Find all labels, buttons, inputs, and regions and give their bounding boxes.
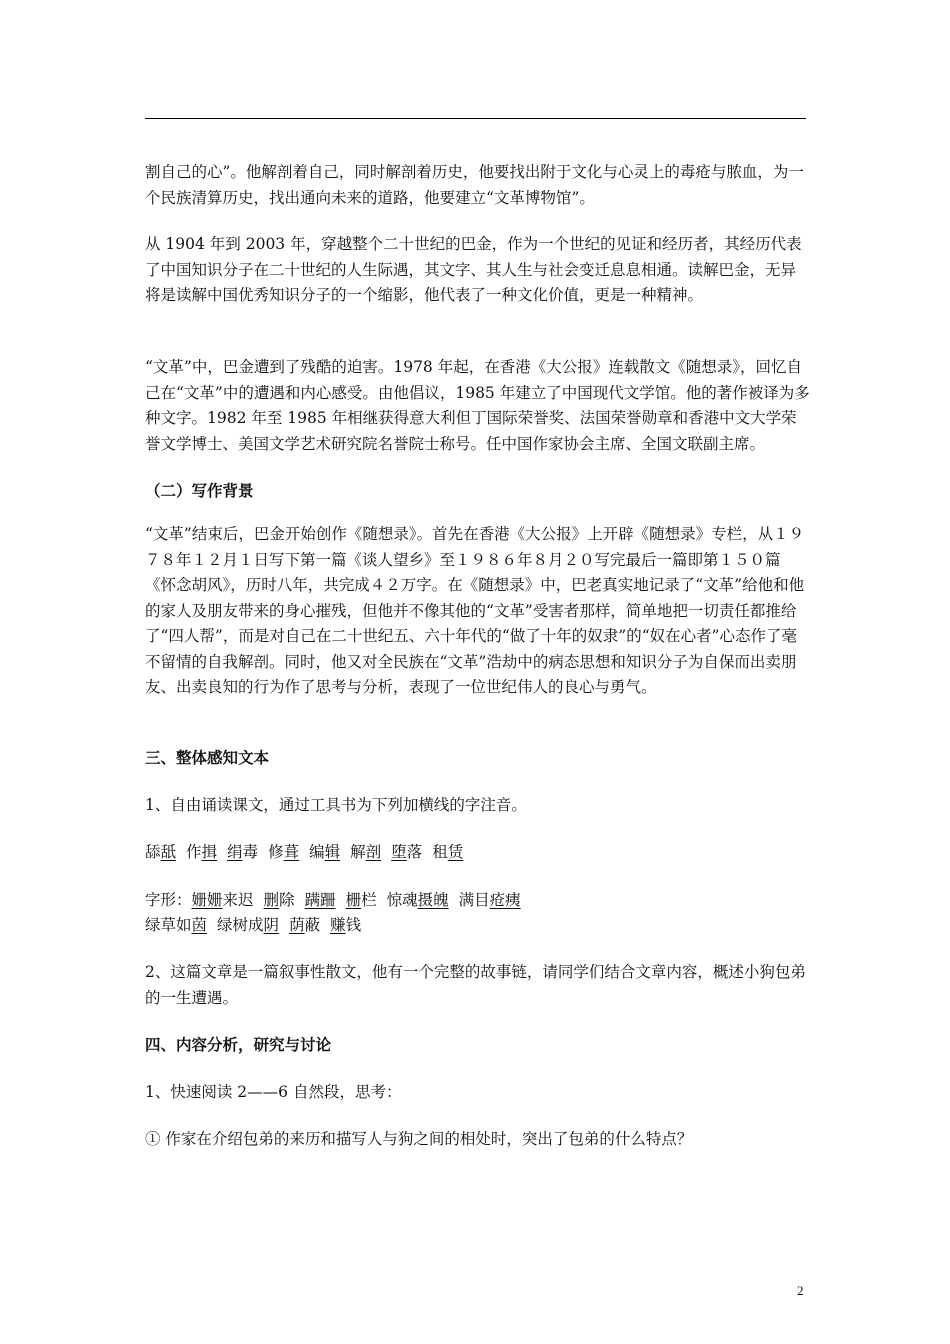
question-1: 1、自由诵读课文，通过工具书为下列加横线的字注音。 [145, 796, 527, 814]
heading-overall-perception: 三、整体感知文本 [145, 748, 270, 767]
header-rule [145, 118, 806, 119]
vocab-word: 解剖 [350, 843, 382, 861]
vocab-word: 堕落 [391, 843, 423, 861]
vocab-word: 编辑 [309, 843, 341, 861]
vocab-word: 作揖 [186, 843, 218, 861]
underlined-char: 茵 [191, 916, 208, 934]
vocab-word: 绿树成阴 [217, 916, 280, 934]
vocab-word: 惊魂摄魄 [386, 891, 449, 909]
question-4-1: 1、快速阅读 2——6 自然段，思考： [145, 1083, 402, 1101]
vocab-word: 租赁 [432, 843, 464, 861]
underlined-char: 赚 [330, 916, 346, 934]
vocab-word: 舔舐 [145, 843, 177, 861]
underlined-char: 辑 [324, 843, 341, 861]
underlined-char: 揖 [201, 843, 218, 861]
underlined-char: 舐 [160, 843, 177, 861]
vocab-word: 删除 [263, 891, 295, 909]
vocab-word: 满目疮痍 [458, 891, 521, 909]
underlined-char: 葺 [283, 843, 300, 861]
underlined-char: 姗姗 [191, 891, 223, 909]
vocab-word: 赚钱 [330, 916, 362, 934]
underlined-char: 荫 [289, 916, 305, 934]
paragraph-intro-end: 割自己的心”。他解剖着自己，同时解剖着历史，他要找出附于文化与心灵上的毒疮与脓血，为一个民族清算历史，找出通向未来的道路，他要建立“文革博物馆”。 [145, 163, 804, 207]
vocab-word: 栅栏 [345, 891, 377, 909]
pinyin-word-row [145, 840, 810, 866]
heading-content-analysis: 四、内容分析，研究与讨论 [145, 1035, 332, 1054]
underlined-char: 摄魄 [417, 891, 449, 909]
underlined-char: 蹒跚 [304, 891, 336, 909]
paragraph-cultural-revolution: “文革”中，巴金遭到了残酷的迫害。1978 年起，在香港《大公报》连载散文《随想录》，回忆自己在“文革”中的遭遇和内心感受。由他倡议，1985 年建立了中国现代文学馆。他的著作被译为多种文字。1982 年至 1985 年相继获得意大利但丁国际荣誉奖、法国荣誉勋章和香港中文大学荣誉文学博士、美国文学艺术研究院名誉院士称号。任中国作家协会主席、全国文联副主席。 [145, 358, 810, 453]
question-4-1a: ① 作家在介绍包弟的来历和描写人与狗之间的相处时，突出了包弟的什么特点？ [145, 1130, 693, 1148]
page-number: 2 [797, 1283, 804, 1298]
underlined-char: 删 [263, 891, 280, 909]
underlined-char: 栅 [345, 891, 362, 909]
glyph-word-row-1 [145, 888, 810, 914]
vocab-word: 姗姗来迟 [191, 891, 254, 909]
underlined-char: 赁 [447, 843, 464, 861]
glyph-label: 字形： [145, 891, 192, 909]
paragraph-bajin-century: 从 1904 年到 2003 年，穿越整个二十世纪的巴金，作为一个世纪的见证和经历者，其经历代表了中国知识分子在二十世纪的人生际遇，其文字、其人生与社会变迁息息相通。读解巴金，无异将是读解中国优秀知识分子的一个缩影，他代表了一种文化价值，更是一种精神。 [145, 235, 802, 304]
heading-writing-background: （二）写作背景 [145, 481, 254, 500]
vocab-word [305, 891, 336, 909]
vocab-word: 荫蔽 [289, 916, 321, 934]
underlined-char: 阴 [263, 916, 280, 934]
underlined-char: 堕 [391, 843, 407, 861]
glyph-word-row-2 [145, 913, 810, 939]
underlined-char: 疮痍 [489, 891, 521, 909]
paragraph-writing-background: “文革”结束后，巴金开始创作《随想录》。首先在香港《大公报》上开辟《随想录》专栏，从１９７８年１２月１日写下第一篇《谈人望乡》至１９８６年８月２０写完最后一篇即第１５０篇《怀念胡风》，历时八年，共完成４２万字。在《随想录》中，巴老真实地记录了“文革”给他和他的家人及朋友带来的身心摧残，但他并不像其他的“文革”受害者那样，简单地把一切责任都推给了“四人帮”，而是对自己在二十世纪五、六十年代的“做了十年的奴隶”的“奴在心者”心态作了毫不留情的自我解剖。同时，他又对全民族在“文革”浩劫中的病态思想和知识分子为自保而出卖朋友、出卖良知的行为作了思考与分析，表现了一位世纪伟人的良心与勇气。 [145, 525, 805, 696]
question-2: 2、这篇文章是一篇叙事性散文，他有一个完整的故事链，请同学们结合文章内容，概述小狗包弟的一生遭遇。 [145, 963, 806, 1007]
vocab-word: 修葺 [268, 843, 300, 861]
underlined-char: 绢 [227, 843, 243, 861]
underlined-char: 剖 [365, 843, 382, 861]
vocab-word: 绿草如茵 [145, 916, 208, 934]
vocab-word: 绢毒 [227, 843, 259, 861]
